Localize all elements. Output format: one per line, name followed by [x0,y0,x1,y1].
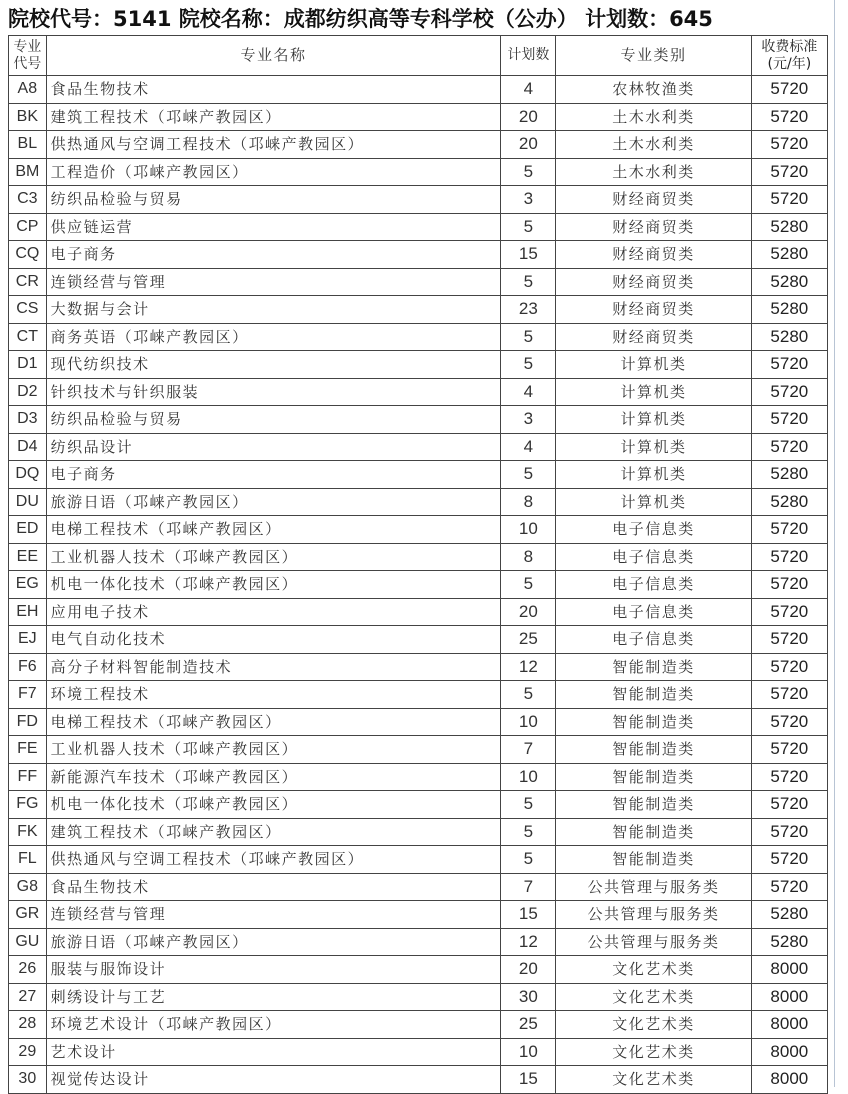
cell-name: 大数据与会计 [46,296,501,324]
cell-count: 10 [501,763,556,791]
table-row [9,1038,828,1066]
table-row [9,736,828,764]
cell-name: 旅游日语（邛崃产教园区） [46,488,501,516]
table-row [9,571,828,599]
cell-fee: 5280 [751,296,827,324]
cell-name: 连锁经营与管理 [46,268,501,296]
table-row [9,378,828,406]
cell-fee: 5720 [751,76,827,104]
cell-name: 刺绣设计与工艺 [46,983,501,1011]
cell-code: C3 [9,186,47,214]
cell-category: 智能制造类 [556,818,751,846]
table-row [9,433,828,461]
cell-category: 财经商贸类 [556,268,751,296]
header-fee-line2: (元/年) [767,55,812,72]
cell-code: GR [9,901,47,929]
cell-code: 30 [9,1066,47,1094]
cell-name: 应用电子技术 [46,598,501,626]
table-row [9,763,828,791]
table-row [9,626,828,654]
cell-name: 环境工程技术 [46,681,501,709]
cell-name: 供热通风与空调工程技术（邛崃产教园区） [46,846,501,874]
cell-name: 工业机器人技术（邛崃产教园区） [46,736,501,764]
cell-fee: 5720 [751,598,827,626]
table-row [9,296,828,324]
admission-plan-table [8,35,828,1094]
cell-name: 供应链运营 [46,213,501,241]
cell-name: 食品生物技术 [46,76,501,104]
cell-count: 3 [501,186,556,214]
cell-code: EG [9,571,47,599]
cell-category: 电子信息类 [556,626,751,654]
cell-fee: 5720 [751,131,827,159]
cell-category: 智能制造类 [556,791,751,819]
cell-code: BL [9,131,47,159]
cell-count: 5 [501,461,556,489]
cell-fee: 5720 [751,736,827,764]
cell-count: 7 [501,736,556,764]
cell-fee: 5720 [751,818,827,846]
cell-category: 土木水利类 [556,158,751,186]
cell-code: CP [9,213,47,241]
cell-code: CS [9,296,47,324]
cell-code: D4 [9,433,47,461]
table-row [9,928,828,956]
cell-category: 财经商贸类 [556,323,751,351]
cell-count: 5 [501,158,556,186]
table-row [9,1066,828,1094]
cell-name: 建筑工程技术（邛崃产教园区） [46,103,501,131]
cell-code: GU [9,928,47,956]
cell-count: 7 [501,873,556,901]
cell-code: CQ [9,241,47,269]
cell-name: 建筑工程技术（邛崃产教园区） [46,818,501,846]
cell-category: 计算机类 [556,433,751,461]
cell-code: EH [9,598,47,626]
header-code-line1: 专业 [13,38,42,55]
cell-count: 8 [501,488,556,516]
cell-category: 财经商贸类 [556,296,751,324]
cell-category: 财经商贸类 [556,186,751,214]
cell-fee: 5720 [751,571,827,599]
cell-fee: 5720 [751,103,827,131]
cell-fee: 5280 [751,488,827,516]
table-row [9,598,828,626]
cell-code: F7 [9,681,47,709]
cell-category: 电子信息类 [556,543,751,571]
table-row [9,461,828,489]
cell-code: FL [9,846,47,874]
cell-count: 5 [501,846,556,874]
cell-name: 纺织品设计 [46,433,501,461]
cell-fee: 5720 [751,378,827,406]
cell-fee: 5720 [751,708,827,736]
header-name: 专业名称 [46,36,501,76]
cell-category: 文化艺术类 [556,983,751,1011]
cell-category: 电子信息类 [556,598,751,626]
cell-code: D3 [9,406,47,434]
cell-count: 15 [501,901,556,929]
table-row [9,213,828,241]
cell-fee: 5720 [751,681,827,709]
cell-category: 电子信息类 [556,516,751,544]
cell-count: 12 [501,928,556,956]
cell-fee: 8000 [751,1011,827,1039]
cell-name: 视觉传达设计 [46,1066,501,1094]
table-body [9,76,828,1094]
header-count: 计划数 [501,36,556,76]
cell-code: A8 [9,76,47,104]
table-row [9,323,828,351]
cell-count: 5 [501,681,556,709]
cell-category: 财经商贸类 [556,213,751,241]
cell-fee: 5280 [751,323,827,351]
cell-category: 财经商贸类 [556,241,751,269]
cell-count: 20 [501,598,556,626]
cell-fee: 5720 [751,543,827,571]
cell-fee: 8000 [751,983,827,1011]
cell-category: 文化艺术类 [556,956,751,984]
cell-name: 旅游日语（邛崃产教园区） [46,928,501,956]
cell-name: 工业机器人技术（邛崃产教园区） [46,543,501,571]
cell-code: 28 [9,1011,47,1039]
cell-name: 商务英语（邛崃产教园区） [46,323,501,351]
cell-code: DQ [9,461,47,489]
cell-code: FG [9,791,47,819]
cell-name: 连锁经营与管理 [46,901,501,929]
cell-code: FF [9,763,47,791]
cell-count: 5 [501,268,556,296]
cell-name: 艺术设计 [46,1038,501,1066]
cell-category: 文化艺术类 [556,1066,751,1094]
cell-fee: 5720 [751,846,827,874]
table-row [9,791,828,819]
table-row [9,406,828,434]
cell-count: 3 [501,406,556,434]
cell-name: 电梯工程技术（邛崃产教园区） [46,516,501,544]
cell-count: 5 [501,791,556,819]
cell-code: FD [9,708,47,736]
cell-name: 电气自动化技术 [46,626,501,654]
cell-code: D2 [9,378,47,406]
cell-category: 农林牧渔类 [556,76,751,104]
cell-code: CT [9,323,47,351]
cell-fee: 5720 [751,626,827,654]
cell-name: 环境艺术设计（邛崃产教园区） [46,1011,501,1039]
table-row [9,516,828,544]
cell-count: 25 [501,1011,556,1039]
table-row [9,488,828,516]
cell-fee: 5280 [751,241,827,269]
cell-count: 10 [501,708,556,736]
cell-code: G8 [9,873,47,901]
cell-count: 10 [501,516,556,544]
table-row [9,158,828,186]
table-row [9,76,828,104]
cell-category: 计算机类 [556,488,751,516]
header-code-line2: 代号 [13,55,42,72]
table-row [9,873,828,901]
cell-name: 高分子材料智能制造技术 [46,653,501,681]
table-row [9,1011,828,1039]
cell-category: 文化艺术类 [556,1038,751,1066]
table-header-row [9,36,828,76]
table-row [9,268,828,296]
header-fee-line1: 收费标准 [761,38,818,55]
cell-name: 电子商务 [46,461,501,489]
cell-code: F6 [9,653,47,681]
cell-category: 智能制造类 [556,681,751,709]
table-row [9,983,828,1011]
cell-fee: 5720 [751,873,827,901]
cell-code: 29 [9,1038,47,1066]
cell-category: 公共管理与服务类 [556,901,751,929]
cell-fee: 5280 [751,268,827,296]
cell-category: 土木水利类 [556,103,751,131]
cell-fee: 5720 [751,516,827,544]
cell-code: FE [9,736,47,764]
cell-count: 5 [501,323,556,351]
cell-count: 20 [501,103,556,131]
cell-count: 10 [501,1038,556,1066]
table-row [9,846,828,874]
cell-name: 机电一体化技术（邛崃产教园区） [46,571,501,599]
cell-name: 机电一体化技术（邛崃产教园区） [46,791,501,819]
cell-code: EE [9,543,47,571]
cell-count: 20 [501,131,556,159]
cell-name: 供热通风与空调工程技术（邛崃产教园区） [46,131,501,159]
table-row [9,103,828,131]
cell-code: BK [9,103,47,131]
cell-count: 5 [501,571,556,599]
cell-name: 食品生物技术 [46,873,501,901]
cell-name: 服装与服饰设计 [46,956,501,984]
cell-code: EJ [9,626,47,654]
cell-fee: 5720 [751,791,827,819]
table-row [9,653,828,681]
cell-category: 计算机类 [556,351,751,379]
table-row [9,543,828,571]
cell-count: 4 [501,76,556,104]
cell-count: 25 [501,626,556,654]
cell-code: FK [9,818,47,846]
cell-fee: 8000 [751,956,827,984]
cell-category: 智能制造类 [556,846,751,874]
cell-category: 计算机类 [556,406,751,434]
cell-code: ED [9,516,47,544]
cell-name: 电子商务 [46,241,501,269]
cell-category: 计算机类 [556,461,751,489]
cell-fee: 5720 [751,351,827,379]
cell-code: BM [9,158,47,186]
page-edge-divider [834,0,835,1087]
cell-category: 公共管理与服务类 [556,928,751,956]
cell-category: 计算机类 [556,378,751,406]
cell-code: D1 [9,351,47,379]
header-fee [751,36,827,76]
cell-fee: 5280 [751,901,827,929]
cell-fee: 5720 [751,653,827,681]
cell-code: CR [9,268,47,296]
cell-fee: 5720 [751,186,827,214]
cell-name: 纺织品检验与贸易 [46,406,501,434]
page-title: 院校代号：5141 院校名称：成都纺织高等专科学校（公办） 计划数：645 [8,7,713,31]
cell-name: 新能源汽车技术（邛崃产教园区） [46,763,501,791]
table-row [9,901,828,929]
cell-count: 15 [501,1066,556,1094]
cell-fee: 5280 [751,928,827,956]
table-row [9,956,828,984]
cell-count: 5 [501,351,556,379]
cell-fee: 5720 [751,406,827,434]
cell-count: 5 [501,818,556,846]
table-row [9,241,828,269]
cell-name: 电梯工程技术（邛崃产教园区） [46,708,501,736]
cell-fee: 5720 [751,433,827,461]
table-row [9,818,828,846]
cell-category: 文化艺术类 [556,1011,751,1039]
cell-code: 27 [9,983,47,1011]
table-row [9,708,828,736]
cell-fee: 8000 [751,1038,827,1066]
cell-fee: 5280 [751,213,827,241]
cell-fee: 5720 [751,158,827,186]
cell-count: 4 [501,433,556,461]
cell-count: 20 [501,956,556,984]
cell-fee: 5720 [751,763,827,791]
cell-count: 23 [501,296,556,324]
table-row [9,351,828,379]
cell-category: 智能制造类 [556,736,751,764]
table-row [9,681,828,709]
cell-name: 工程造价（邛崃产教园区） [46,158,501,186]
cell-name: 现代纺织技术 [46,351,501,379]
header-code [9,36,47,76]
cell-category: 智能制造类 [556,708,751,736]
cell-category: 智能制造类 [556,653,751,681]
table-row [9,186,828,214]
cell-category: 土木水利类 [556,131,751,159]
cell-count: 4 [501,378,556,406]
cell-code: 26 [9,956,47,984]
header-category: 专业类别 [556,36,751,76]
cell-count: 12 [501,653,556,681]
cell-category: 公共管理与服务类 [556,873,751,901]
cell-code: DU [9,488,47,516]
cell-fee: 8000 [751,1066,827,1094]
cell-category: 电子信息类 [556,571,751,599]
cell-name: 针织技术与针织服装 [46,378,501,406]
cell-count: 30 [501,983,556,1011]
cell-category: 智能制造类 [556,763,751,791]
cell-name: 纺织品检验与贸易 [46,186,501,214]
cell-count: 8 [501,543,556,571]
cell-count: 5 [501,213,556,241]
cell-fee: 5280 [751,461,827,489]
cell-count: 15 [501,241,556,269]
table-row [9,131,828,159]
